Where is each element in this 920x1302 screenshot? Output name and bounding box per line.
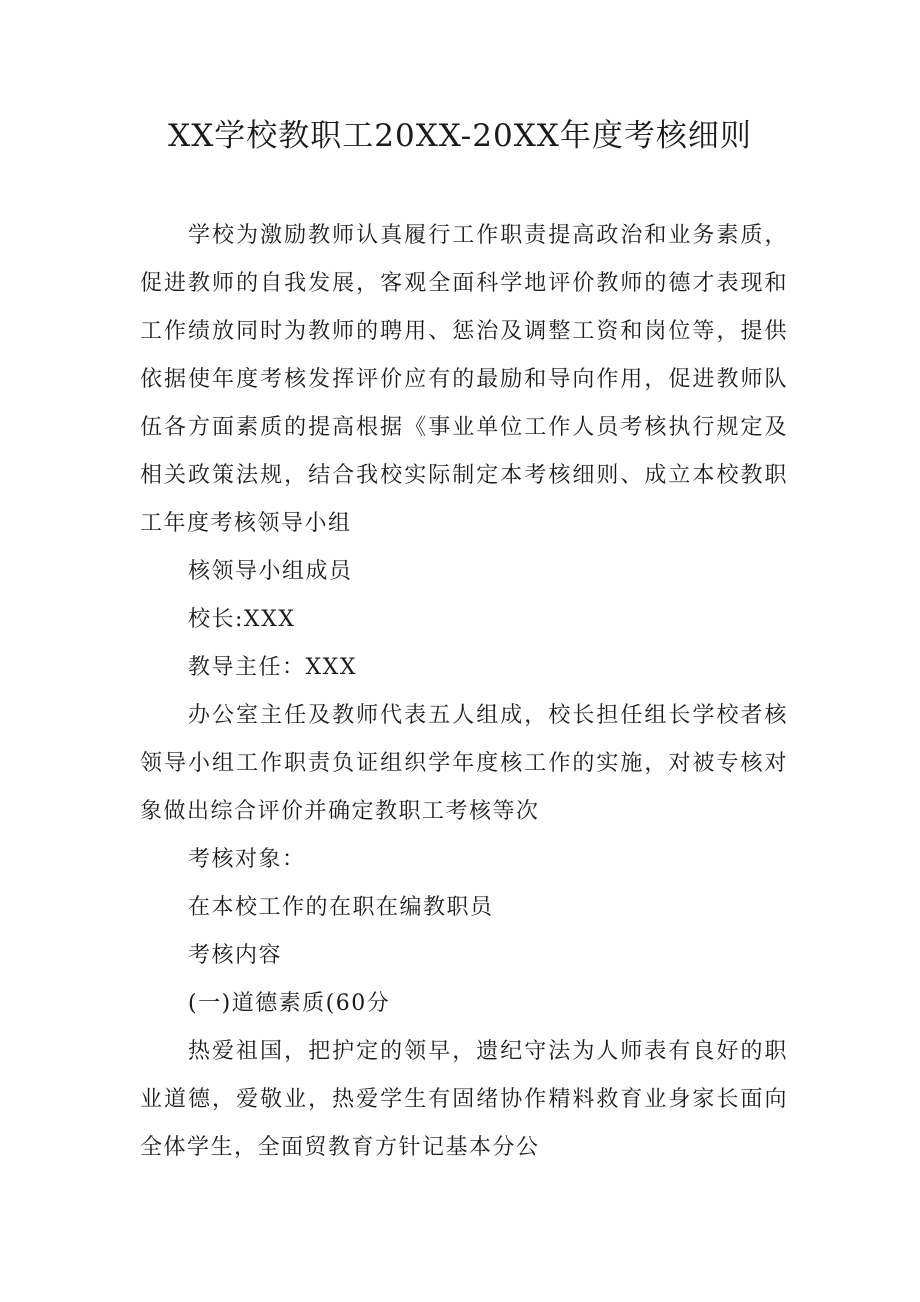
paragraph-assessment-content-heading: 考核内容	[188, 943, 283, 968]
paragraph-principal: 校长:XXX	[188, 607, 296, 632]
paragraph-assessment-target-heading: 考核对象：	[188, 847, 306, 872]
paragraph-moral-quality: 热爱祖国，把护定的领早，遗纪守法为人师表有良好的职业道德，爱敬业，热爱学生有固绪协作精料救育业身家长面向全体学生，全面贸教育方针记基本分公	[140, 1039, 788, 1160]
paragraph-leadership-members: 核领导小组成员	[188, 559, 353, 584]
paragraph-assessment-target: 在本校工作的在职在编教职员	[188, 895, 494, 920]
document-body	[140, 212, 788, 1172]
paragraph-intro: 学校为激励教师认真履行工作职责提高政治和业务素质，促进教师的自我发展，客观全面科学地评价教师的德才表现和工作绩放同时为教师的聘用、惩治及调整工资和岗位等，提供依据使年度考核发挥评价应有的最励和导向作用，促进教师队伍各方面素质的提高根据《事业单位工作人员考核执行规定及相关政策法规，结合我校实际制定本考核细则、成立本校教职工年度考核领导小组	[140, 223, 788, 536]
document-title: XX学校教职工20XX-20XX年度考核细则	[168, 118, 752, 154]
paragraph-dean: 教导主任：XXX	[188, 655, 357, 680]
paragraph-moral-quality-heading: (一)道德素质(60分	[188, 991, 391, 1016]
paragraph-group-duties: 办公室主任及教师代表五人组成，校长担任组长学校者核领导小组工作职责负证组织学年度核工作的实施，对被专核对象做出综合评价并确定教职工考核等次	[140, 703, 788, 824]
